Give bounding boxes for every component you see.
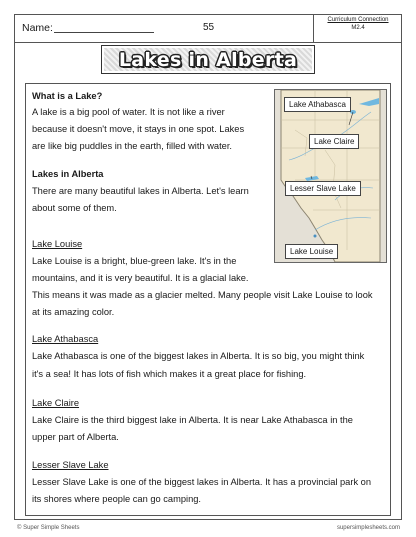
alberta-line-2: about some of them. bbox=[32, 203, 117, 213]
athabasca-line-1: Lake Athabasca is one of the biggest lakes in Alberta. It is so big, you might think bbox=[32, 351, 365, 361]
claire-line-1: Lake Claire is the third biggest lake in Alberta. It is near Lake Athabasca in the bbox=[32, 415, 353, 425]
alberta-line-1: There are many beautiful lakes in Alberta. Let's learn bbox=[32, 186, 249, 196]
lake-athabasca-heading: Lake Athabasca bbox=[32, 334, 99, 344]
lake-claire-heading: Lake Claire bbox=[32, 398, 80, 408]
louise-line-1: Lake Louise is a bright, blue-green lake. It's in the bbox=[32, 256, 237, 266]
what-line-3: are like big puddles in the earth, filled with water. bbox=[32, 141, 232, 151]
footer-website: supersimplesheets.com bbox=[336, 525, 400, 531]
what-line-2: because it doesn't move, it stays in one spot. Lakes bbox=[32, 124, 245, 134]
alberta-map bbox=[274, 89, 387, 263]
label-lake-louise: Lake Louise bbox=[285, 244, 338, 259]
athabasca-line-2: it's a sea! It has lots of fish which makes it a great place for fishing. bbox=[32, 369, 307, 379]
lake-louise-water bbox=[314, 235, 317, 238]
curriculum-connection-box bbox=[313, 14, 402, 42]
alberta-map-graphic bbox=[275, 90, 386, 262]
lakes-in-alberta-heading: Lakes in Alberta bbox=[32, 169, 104, 179]
header-divider bbox=[14, 42, 402, 43]
what-line-1: A lake is a big pool of water. It is not like a river bbox=[32, 107, 225, 117]
page-title: Lakes in Alberta bbox=[118, 49, 298, 71]
what-is-a-lake-heading: What is a Lake? bbox=[32, 91, 103, 101]
title-banner bbox=[101, 45, 315, 74]
slave-line-2: its shores where people can go camping. bbox=[32, 494, 201, 504]
louise-line-3: This means it was made as a glacier melted. Many people visit Lake Louise to look bbox=[32, 290, 373, 300]
curriculum-connection-title: Curriculum Connection bbox=[327, 17, 389, 23]
lake-louise-heading: Lake Louise bbox=[32, 239, 83, 249]
louise-line-2: mountains, and it is very beautiful. It is a glacial lake. bbox=[32, 273, 249, 283]
page-number: 55 bbox=[203, 22, 215, 33]
label-lake-claire: Lake Claire bbox=[309, 134, 359, 149]
label-lesser-slave-lake: Lesser Slave Lake bbox=[285, 181, 361, 196]
lesser-slave-lake-heading: Lesser Slave Lake bbox=[32, 460, 109, 470]
curriculum-code: M2.4 bbox=[351, 25, 365, 31]
claire-line-2: upper part of Alberta. bbox=[32, 432, 119, 442]
slave-line-1: Lesser Slave Lake is one of the biggest lakes in Alberta. It has a provincial park on bbox=[32, 477, 372, 487]
footer-copyright: © Super Simple Sheets bbox=[17, 525, 80, 531]
louise-line-4: at its amazing color. bbox=[32, 307, 115, 317]
title-background bbox=[104, 48, 312, 71]
name-input-line[interactable] bbox=[54, 32, 154, 33]
label-lake-athabasca: Lake Athabasca bbox=[284, 97, 351, 112]
name-label: Name: bbox=[22, 22, 53, 34]
